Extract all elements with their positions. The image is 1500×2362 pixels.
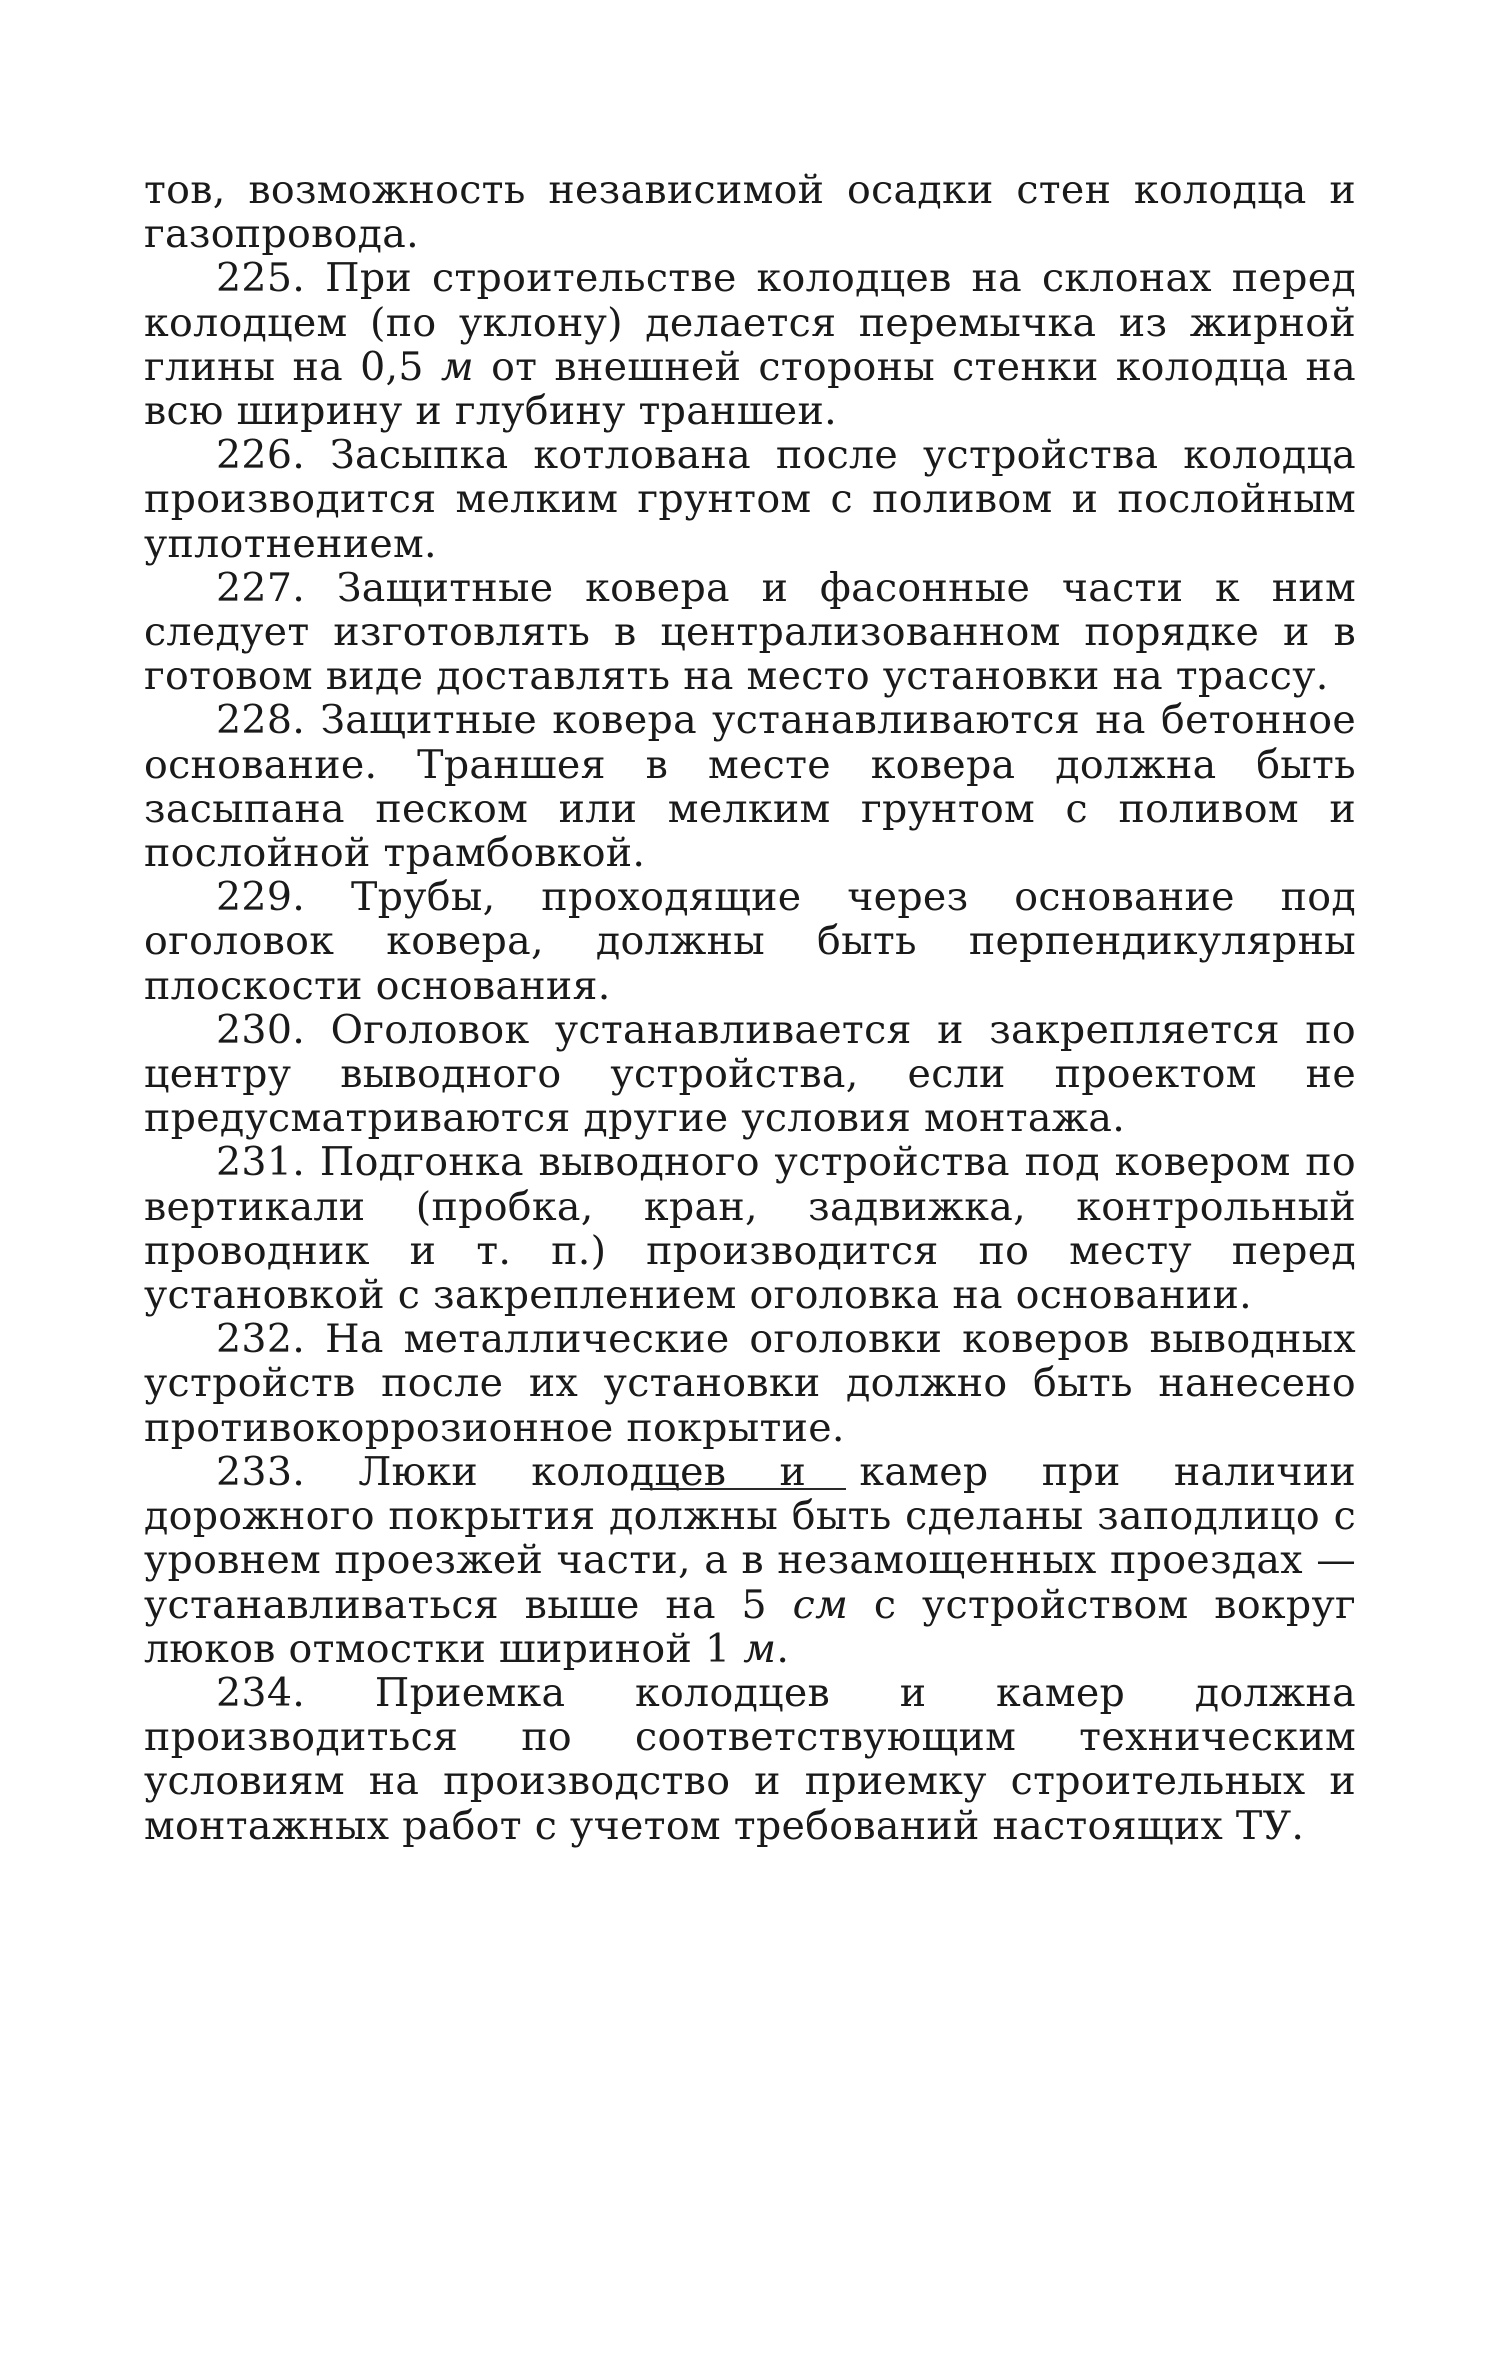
section-end-rule bbox=[640, 1488, 846, 1490]
paragraph-text: Оголовок устанавливается и закрепляется по центру выводного устройства, если проектом не предусматриваются другие условия монтажа. bbox=[144, 1006, 1356, 1142]
paragraph-number: 231. bbox=[216, 1139, 306, 1186]
paragraph-text: Трубы, проходящие через основание под оголовок ковера, должны быть перпендикулярны плоскости основания. bbox=[144, 874, 1356, 1009]
unit-abbreviation: м bbox=[440, 343, 474, 390]
paragraph-234 bbox=[144, 1671, 1356, 1848]
paragraph-number: 225. bbox=[216, 255, 306, 302]
paragraph-number: 230. bbox=[216, 1006, 306, 1053]
paragraph-number: 233. bbox=[216, 1448, 306, 1495]
paragraph-233 bbox=[144, 1450, 1356, 1671]
paragraph-continuation bbox=[144, 168, 1356, 256]
paragraph-text: Засыпка котлована после устройства колодца производится мелким грунтом с поливом и послойным уплотнением. bbox=[144, 432, 1356, 567]
paragraph-228 bbox=[144, 698, 1356, 875]
paragraph-text: Подгонка выводного устройства под ковером по вертикали (пробка, кран, задвижка, контрольный проводник и т. п.) производится по месту перед установкой с закреплением оголовка на основании. bbox=[144, 1139, 1357, 1319]
paragraph-text: На металлические оголовки коверов выводных устройств после их установки должно быть нанесено противокоррозионное покрытие. bbox=[144, 1316, 1356, 1451]
paragraph-text: Защитные ковера и фасонные части к ним следует изготовлять в централизованном порядке и в готовом виде доставлять на место установки на трассу. bbox=[144, 564, 1356, 700]
paragraph-text: тов, возможность независимой осадки стен колодца и газопровода. bbox=[144, 167, 1356, 258]
paragraph-number: 234. bbox=[216, 1669, 306, 1716]
paragraph-232 bbox=[144, 1317, 1356, 1450]
paragraph-number: 227. bbox=[216, 564, 306, 611]
paragraph-231 bbox=[144, 1140, 1356, 1317]
paragraph-226 bbox=[144, 433, 1356, 566]
paragraph-225 bbox=[144, 256, 1356, 433]
paragraph-text: Приемка колодцев и камер должна производиться по соответствующим техническим условиям на производство и приемку строительных и монтажных работ с учетом требований настоящих ТУ. bbox=[144, 1669, 1356, 1849]
paragraph-230 bbox=[144, 1008, 1356, 1141]
paragraph-number: 232. bbox=[216, 1316, 306, 1363]
paragraph-229 bbox=[144, 875, 1356, 1008]
paragraph-text: Защитные ковера устанавливаются на бетонное основание. Траншея в месте ковера должна быть засыпана песком или мелким грунтом с поливом и послойной трамбовкой. bbox=[144, 697, 1356, 877]
paragraph-number: 229. bbox=[216, 874, 306, 921]
unit-abbreviation: м bbox=[743, 1625, 777, 1672]
paragraph-227 bbox=[144, 566, 1356, 699]
paragraph-text: Люки колодцев и камер при наличии дорожного покрытия должны быть сделаны заподлицо с уровнем проезжей части, а в незамощенных проездах — устанавливаться выше на 5 см с устройством вокруг люков отмостки шириной 1 м. bbox=[144, 1448, 1357, 1672]
paragraph-number: 228. bbox=[216, 697, 306, 744]
unit-abbreviation: см bbox=[792, 1581, 849, 1628]
paragraph-number: 226. bbox=[216, 432, 306, 479]
paragraph-text: При строительстве колодцев на склонах перед колодцем (по уклону) делается перемычка из жирной глины на 0,5 м от внешней стороны стенки колодца на всю ширину и глубину траншеи. bbox=[144, 255, 1356, 435]
document-body bbox=[144, 168, 1356, 1848]
